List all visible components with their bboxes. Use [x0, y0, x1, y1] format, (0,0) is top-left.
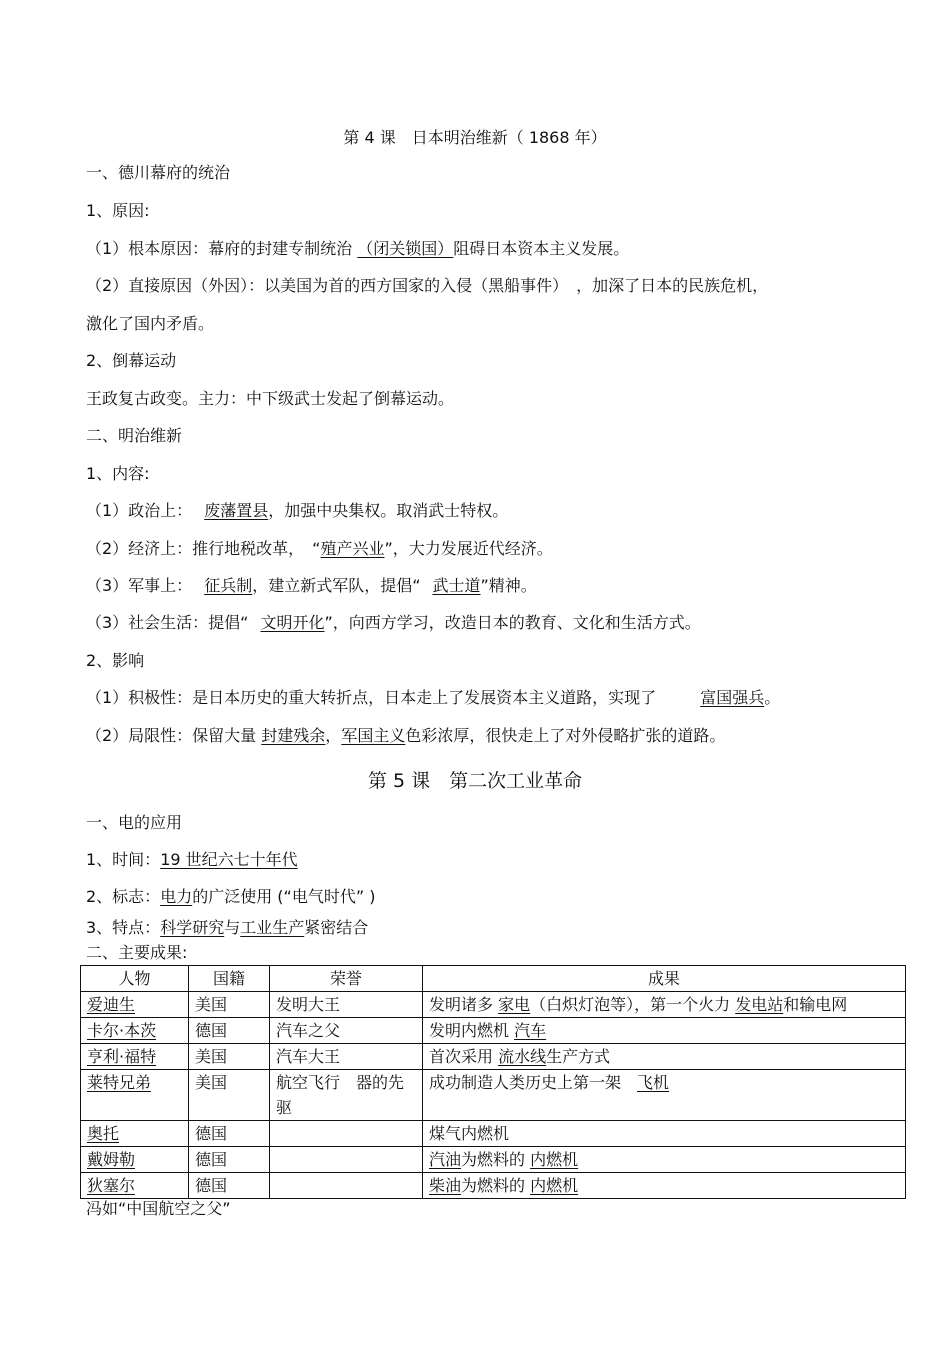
- cell-honor: [270, 1147, 423, 1173]
- mark-label: 2、标志：: [86, 887, 161, 906]
- negative-text: （2）局限性：保留大量: [86, 726, 262, 745]
- table-row: [81, 1070, 906, 1121]
- positive-end: 。: [764, 688, 781, 707]
- result-answer-1: 家电: [498, 995, 531, 1014]
- time-answer: 19 世纪六七十年代: [160, 850, 298, 869]
- table-row: [81, 1147, 906, 1173]
- cell-country: 德国: [189, 1147, 270, 1173]
- result-answer-1: 飞机: [637, 1073, 670, 1092]
- cell-result: [423, 1070, 906, 1121]
- subheading-overthrow: 2、倒幕运动: [86, 351, 177, 370]
- politics-rest: ，加强中央集权。取消武士特权。: [268, 501, 509, 520]
- cell-honor: 航空飞行 器的先驱: [270, 1070, 423, 1121]
- result-text: 煤气内燃机: [429, 1124, 510, 1143]
- economy-rest: ”，大力发展近代经济。: [384, 539, 553, 558]
- cell-person: [81, 1018, 189, 1044]
- root-cause-text: （1）根本原因：幕府的封建专制统治: [86, 239, 358, 258]
- section-heading-meiji: 二、明治维新: [86, 426, 183, 445]
- negative-answer-1: 封建残余: [261, 726, 326, 745]
- negative-mid: ，: [325, 726, 342, 745]
- result-mid: 为燃料的: [461, 1176, 531, 1195]
- table-row: [81, 1173, 906, 1199]
- electricity-time: [86, 850, 298, 870]
- cell-result: [423, 992, 906, 1018]
- military-answer-2: 武士道: [432, 576, 481, 595]
- lesson5-title: 第 5 课 第二次工业革命: [367, 770, 583, 792]
- subheading-content: 1、内容:: [86, 464, 150, 483]
- feature-label: 3、特点：: [86, 918, 161, 937]
- header-result: 成果: [423, 966, 906, 992]
- section-heading-tokugawa: 一、德川幕府的统治: [86, 163, 231, 182]
- result-answer-2: 内燃机: [530, 1176, 579, 1195]
- header-honor: 荣誉: [270, 966, 423, 992]
- positive-text: （1）积极性：是日本历史的重大转折点，日本走上了发展资本主义道路，实现了: [86, 688, 657, 707]
- reform-politics: [86, 501, 508, 521]
- result-answer-1: 柴油: [429, 1176, 462, 1195]
- section-heading-electricity: 一、电的应用: [86, 813, 183, 832]
- person-name: 奥托: [87, 1124, 120, 1143]
- table-header-row: [81, 966, 906, 992]
- footer-note: 冯如“中国航空之父”: [86, 1199, 231, 1218]
- lesson4-title: 第 4 课 日本明治维新（ 1868 年）: [343, 128, 607, 147]
- cell-country: 美国: [189, 1044, 270, 1070]
- cell-result: [423, 1121, 906, 1147]
- overthrow-text: 王政复古政变。主力：中下级武士发起了倒幕运动。: [86, 389, 455, 408]
- cell-country: 德国: [189, 1173, 270, 1199]
- cell-person: [81, 1147, 189, 1173]
- person-name: 狄塞尔: [87, 1176, 136, 1195]
- impact-negative: [86, 726, 725, 746]
- result-mid: 为燃料的: [461, 1150, 531, 1169]
- header-country: 国籍: [189, 966, 270, 992]
- result-answer-1: 汽油: [429, 1150, 462, 1169]
- cell-result: [423, 1044, 906, 1070]
- impact-positive: [86, 688, 780, 708]
- achievements-table: [80, 965, 906, 1199]
- society-answer: 文明开化: [260, 613, 325, 632]
- direct-cause-line1: （2）直接原因（外因）：以美国为首的西方国家的入侵（黑船事件） ，加深了日本的民族危机，: [86, 276, 769, 295]
- cell-honor: 汽车大王: [270, 1044, 423, 1070]
- cell-country: 美国: [189, 1070, 270, 1121]
- cell-person: [81, 1070, 189, 1121]
- cell-result: [423, 1147, 906, 1173]
- cell-result: [423, 1018, 906, 1044]
- subheading-impact: 2、影响: [86, 651, 145, 670]
- military-mid: ，建立新式军队，提倡“: [252, 576, 421, 595]
- politics-answer: 废藩置县: [204, 501, 269, 520]
- cell-honor: 汽车之父: [270, 1018, 423, 1044]
- society-label: （3）社会生活：提倡“: [86, 613, 249, 632]
- feature-answer-1: 科学研究: [160, 918, 225, 937]
- result-answer-1: 流水线: [498, 1047, 547, 1066]
- mark-rest: 的广泛使用 (“电气时代” ): [192, 887, 376, 906]
- root-cause-answer: （闭关锁国）: [357, 239, 454, 258]
- positive-answer: 富国强兵: [700, 688, 765, 707]
- electricity-feature: [86, 918, 368, 938]
- cell-person: [81, 1044, 189, 1070]
- reform-military: [86, 576, 537, 596]
- result-text: 首次采用: [429, 1047, 499, 1066]
- electricity-mark: [86, 887, 375, 907]
- result-end: 和输电网: [783, 995, 848, 1014]
- root-cause: [86, 239, 629, 259]
- cell-person: [81, 1173, 189, 1199]
- cell-person: [81, 1121, 189, 1147]
- result-mid: 生产方式: [546, 1047, 611, 1066]
- table-row: [81, 1044, 906, 1070]
- politics-label: （1）政治上：: [86, 501, 193, 520]
- feature-rest: 紧密结合: [304, 918, 369, 937]
- result-mid: （白炽灯泡等），第一个火力: [530, 995, 736, 1014]
- result-text: 成功制造人类历史上第一架: [429, 1073, 638, 1092]
- subheading-causes: 1、原因:: [86, 201, 150, 220]
- feature-answer-2: 工业生产: [240, 918, 305, 937]
- time-label: 1、时间：: [86, 850, 161, 869]
- negative-rest: 色彩浓厚，很快走上了对外侵略扩张的道路。: [405, 726, 726, 745]
- result-text: 发明诸多: [429, 995, 499, 1014]
- cell-honor: [270, 1173, 423, 1199]
- mark-answer: 电力: [160, 887, 193, 906]
- result-answer-1: 汽车: [514, 1021, 547, 1040]
- header-person: 人物: [81, 966, 189, 992]
- table-row: [81, 1121, 906, 1147]
- military-rest: ”精神。: [480, 576, 537, 595]
- cell-country: 德国: [189, 1018, 270, 1044]
- person-name: 卡尔·本茨: [87, 1021, 157, 1040]
- direct-cause-line2: 激化了国内矛盾。: [86, 314, 215, 333]
- society-rest: ”，向西方学习，改造日本的教育、文化和生活方式。: [324, 613, 701, 632]
- person-name: 莱特兄弟: [87, 1073, 152, 1092]
- root-cause-rest: 阻碍日本资本主义发展。: [453, 239, 630, 258]
- feature-mid: 与: [224, 918, 241, 937]
- result-answer-2: 发电站: [735, 995, 784, 1014]
- reform-economy: [86, 539, 553, 559]
- cell-person: [81, 992, 189, 1018]
- military-label: （3）军事上：: [86, 576, 193, 595]
- cell-honor: 发明大王: [270, 992, 423, 1018]
- military-answer-1: 征兵制: [204, 576, 253, 595]
- table-row: [81, 1018, 906, 1044]
- result-answer-2: 内燃机: [530, 1150, 579, 1169]
- reform-society: [86, 613, 701, 633]
- economy-answer: 殖产兴业: [320, 539, 385, 558]
- person-name: 亨利·福特: [87, 1047, 157, 1066]
- section-heading-achievements: 二、主要成果:: [86, 943, 188, 962]
- person-name: 爱迪生: [87, 995, 136, 1014]
- result-text: 发明内燃机: [429, 1021, 515, 1040]
- cell-country: 德国: [189, 1121, 270, 1147]
- negative-answer-2: 军国主义: [341, 726, 406, 745]
- person-name: 戴姆勒: [87, 1150, 136, 1169]
- cell-result: [423, 1173, 906, 1199]
- cell-honor: [270, 1121, 423, 1147]
- economy-label: （2）经济上：推行地税改革， “: [86, 539, 321, 558]
- cell-country: 美国: [189, 992, 270, 1018]
- table-row: [81, 992, 906, 1018]
